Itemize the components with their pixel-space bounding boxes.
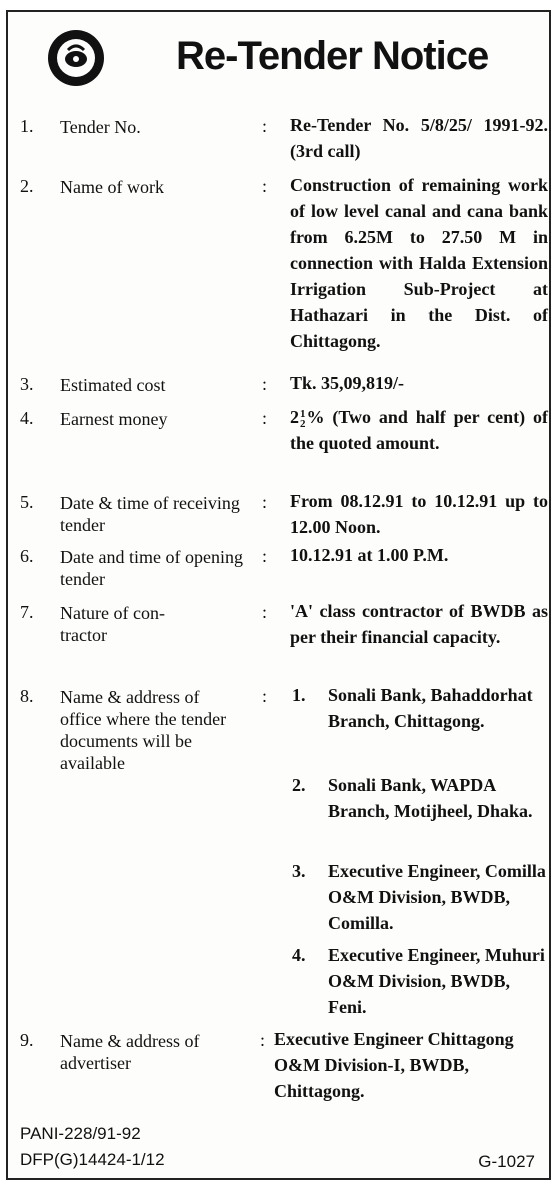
item-label: Tender No. (60, 117, 141, 137)
office-text: Executive Engineer, Comilla O&M Division, BWDB, Comilla. (328, 861, 546, 933)
office-number: 4. (292, 945, 306, 965)
earnest-rest: % (Two and half per cent) of the quoted amount. (290, 407, 548, 453)
item-number: 1. (20, 116, 34, 136)
item-label: Name & address of office where the tender documents will be available (60, 687, 227, 773)
colon: : (262, 492, 268, 512)
item-number: 9. (20, 1030, 34, 1050)
office-number: 3. (292, 861, 306, 881)
item-label: Nature of con- tractor (60, 603, 165, 645)
office-text: Executive Engineer, Muhuri O&M Division, BWDB, Feni. (328, 945, 545, 1017)
fraction-denominator: 2 (300, 417, 306, 430)
earnest-whole: 2 (290, 407, 299, 427)
item-value: 'A' class contractor of BWDB as per their financial capacity. (290, 601, 548, 647)
item-label: Date and time of opening tender (60, 547, 243, 589)
earnest-fraction (300, 409, 306, 429)
colon: : (262, 374, 268, 394)
footer-reference-2: DFP(G)14424-1/12 (20, 1150, 165, 1169)
office-number: 2. (292, 775, 306, 795)
item-value: From 08.12.91 to 10.12.91 up to 12.00 Noon. (290, 491, 548, 537)
item-number: 8. (20, 686, 34, 706)
item-number: 6. (20, 546, 34, 566)
item-number: 5. (20, 492, 34, 512)
item-number: 3. (20, 374, 34, 394)
colon: : (262, 176, 268, 196)
item-label: Name of work (60, 177, 164, 197)
tender-notice (6, 10, 551, 1180)
item-value: Executive Engineer Chittagong O&M Division-I, BWDB, Chittagong. (274, 1029, 514, 1101)
item-label: Date & time of receiving tender (60, 493, 240, 535)
item-label: Earnest money (60, 409, 168, 429)
item-label: Name & address of advertiser (60, 1031, 200, 1073)
notice-title: Re-Tender Notice (176, 34, 489, 78)
item-number: 4. (20, 408, 34, 428)
item-value: Construction of remaining work of low level canal and cana bank from 6.25M to 27.50 M in connection with Halda Extension Irrigation Sub-Project at Hathazari in the Dist. of Chittagong. (290, 175, 548, 351)
colon: : (262, 602, 268, 622)
item-number: 7. (20, 602, 34, 622)
item-value (290, 404, 548, 456)
office-number: 1. (292, 685, 306, 705)
colon: : (262, 546, 268, 566)
colon: : (260, 1030, 266, 1050)
colon: : (262, 686, 268, 706)
item-value: Tk. 35,09,819/- (290, 373, 405, 393)
colon: : (262, 408, 268, 428)
office-text: Sonali Bank, Bahaddorhat Branch, Chittagong. (328, 685, 533, 731)
item-number: 2. (20, 176, 34, 196)
footer-code: G-1027 (478, 1152, 535, 1171)
item-value: Re-Tender No. 5/8/25/ 1991-92. (3rd call) (290, 115, 548, 161)
office-text: Sonali Bank, WAPDA Branch, Motijheel, Dhaka. (328, 775, 533, 821)
footer-reference-1: PANI-228/91-92 (20, 1124, 141, 1143)
colon: : (262, 116, 268, 136)
notice-header (8, 12, 549, 90)
fraction-numerator: 1 (300, 407, 306, 420)
government-seal-icon (46, 28, 106, 88)
item-label: Estimated cost (60, 375, 166, 395)
item-value: 10.12.91 at 1.00 P.M. (290, 545, 449, 565)
